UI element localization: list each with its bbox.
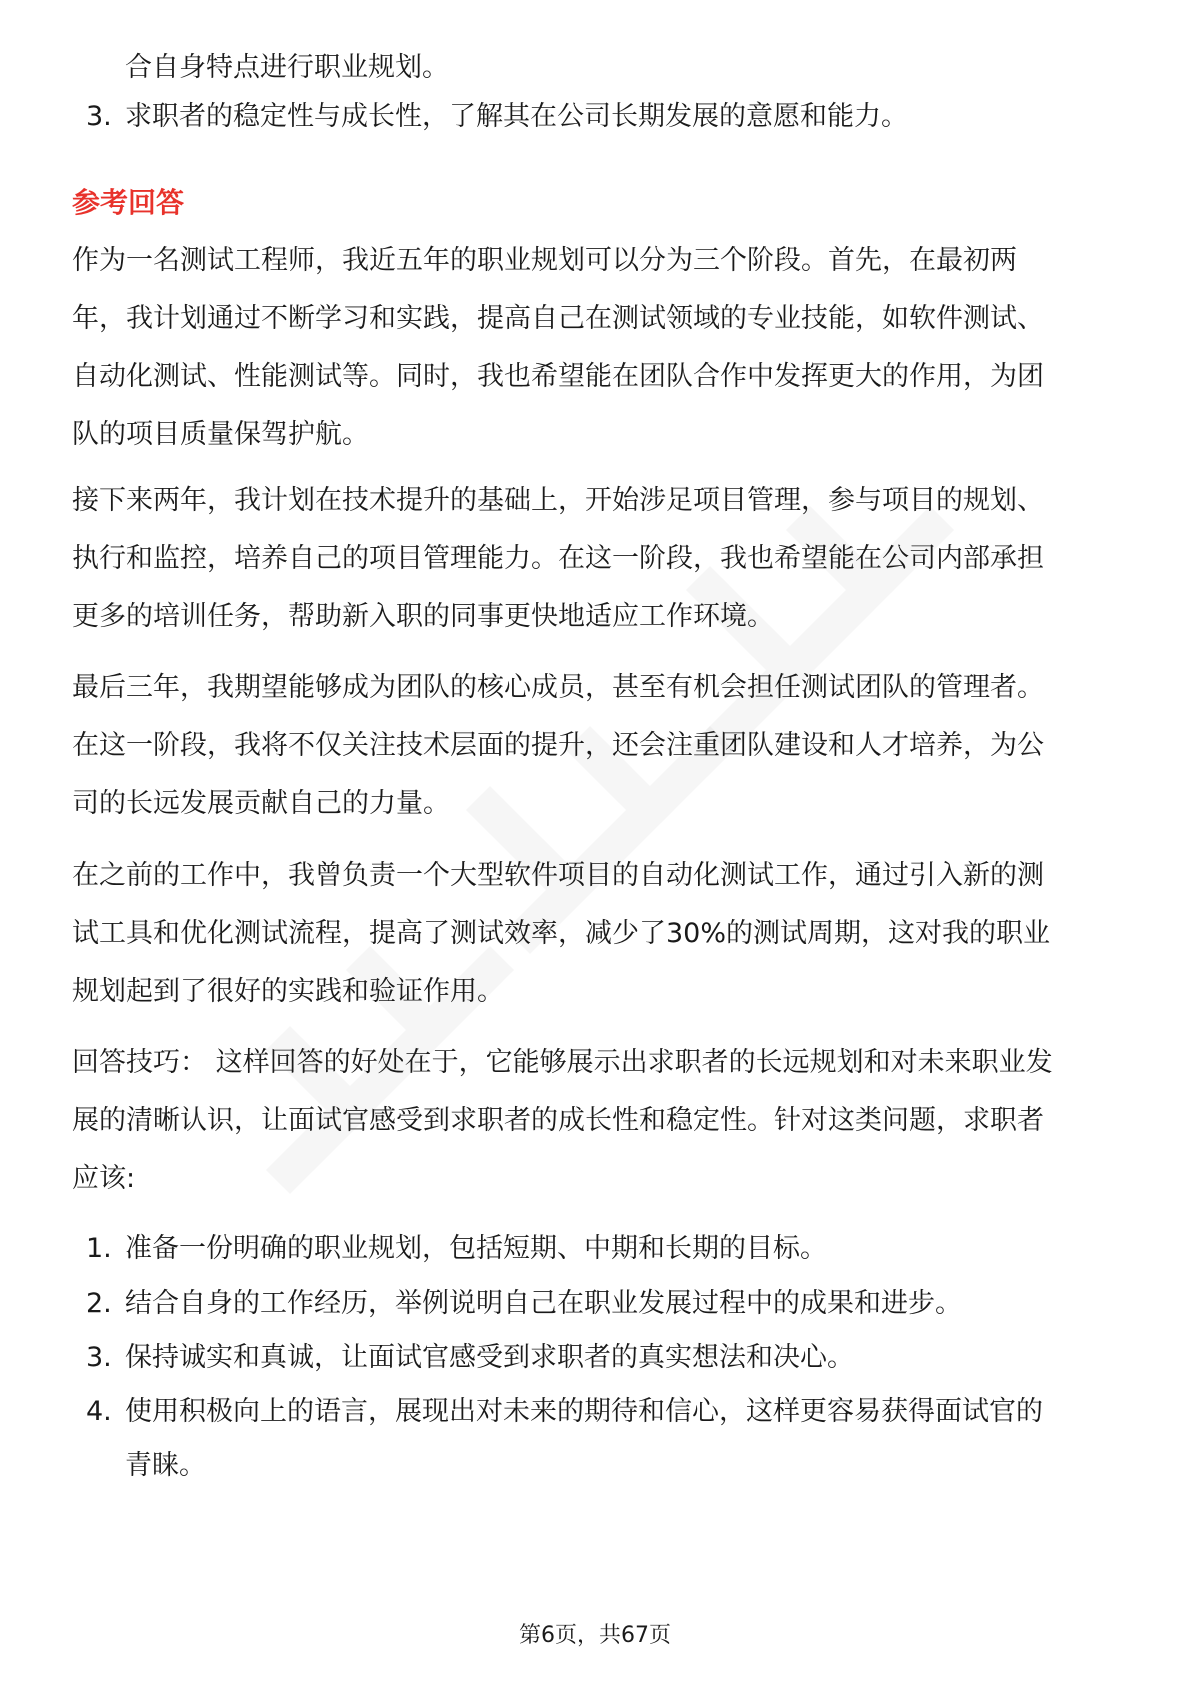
text-line: 应该: [72, 1163, 136, 1194]
section-heading: 参考回答 [72, 186, 185, 219]
list-number: 1. [86, 1233, 112, 1264]
list-item-continuation: 青睐。 [125, 1450, 206, 1481]
text-line: 更多的培训任务，帮助新入职的同事更快地适应工作环境。 [72, 601, 774, 632]
text-line: 在这一阶段，我将不仅关注技术层面的提升，还会注重团队建设和人才培养，为公 [72, 730, 1044, 761]
list-item [72, 1284, 962, 1324]
list-item-text: 保持诚实和真诚，让面试官感受到求职者的真实想法和决心。 [125, 1342, 854, 1373]
text-line: 司的长远发展贡献自己的力量。 [72, 788, 450, 819]
text-line: 年，我计划通过不断学习和实践，提高自己在测试领域的专业技能，如软件测试、 [72, 303, 1044, 334]
text-line: 规划起到了很好的实践和验证作用。 [72, 976, 504, 1007]
list-number: 3. [86, 1342, 112, 1373]
text-line: 队的项目质量保驾护航。 [72, 419, 369, 450]
text-line: 试工具和优化测试流程，提高了测试效率，减少了30%的测试周期，这对我的职业 [72, 918, 1051, 949]
paragraph [72, 232, 1122, 464]
paragraph [72, 1034, 1122, 1208]
list-item [72, 1392, 1043, 1432]
list-item-text: 使用积极向上的语言，展现出对未来的期待和信心，这样更容易获得面试官的 [125, 1396, 1043, 1427]
paragraph [72, 659, 1122, 833]
text-line: 在之前的工作中，我曾负责一个大型软件项目的自动化测试工作，通过引入新的测 [72, 860, 1044, 891]
list-item-continuation: 合自身特点进行职业规划。 [125, 52, 449, 83]
text-line: 回答技巧： 这样回答的好处在于，它能够展示出求职者的长远规划和对未来职业发 [72, 1047, 1053, 1078]
list-item [72, 97, 908, 137]
text-line: 接下来两年，我计划在技术提升的基础上，开始涉足项目管理，参与项目的规划、 [72, 485, 1044, 516]
list-item [72, 1338, 854, 1378]
text-line: 执行和监控，培养自己的项目管理能力。在这一阶段，我也希望能在公司内部承担 [72, 543, 1044, 574]
list-number: 2. [86, 1288, 112, 1319]
text-line: 作为一名测试工程师，我近五年的职业规划可以分为三个阶段。首先，在最初两 [72, 245, 1017, 276]
paragraph [72, 472, 1122, 646]
list-item-text: 求职者的稳定性与成长性，了解其在公司长期发展的意愿和能力。 [125, 101, 908, 132]
list-item [72, 1229, 827, 1269]
list-number: 3. [86, 101, 112, 132]
text-line: 自动化测试、性能测试等。同时，我也希望能在团队合作中发挥更大的作用，为团 [72, 361, 1044, 392]
list-number: 4. [86, 1396, 112, 1427]
list-item-text: 准备一份明确的职业规划，包括短期、中期和长期的目标。 [125, 1233, 827, 1264]
list-item-text: 结合自身的工作经历，举例说明自己在职业发展过程中的成果和进步。 [125, 1288, 962, 1319]
text-line: 展的清晰认识，让面试官感受到求职者的成长性和稳定性。针对这类问题，求职者 [72, 1105, 1044, 1136]
text-line: 最后三年，我期望能够成为团队的核心成员，甚至有机会担任测试团队的管理者。 [72, 672, 1044, 703]
paragraph [72, 847, 1122, 1021]
page-number: 第6页，共67页 [519, 1623, 671, 1648]
